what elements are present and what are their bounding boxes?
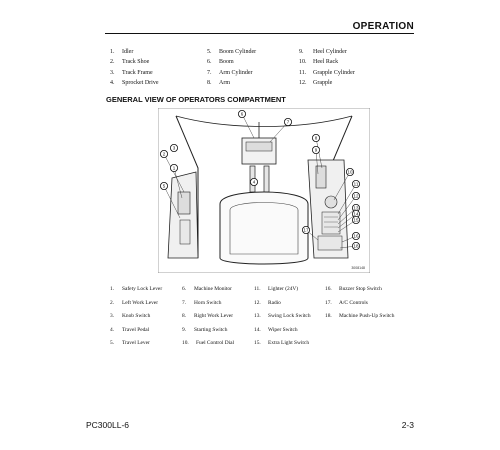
list-item: 9. Heel Cylinder — [299, 49, 347, 55]
svg-text:11: 11 — [353, 181, 359, 187]
section-heading: GENERAL VIEW OF OPERATORS COMPARTMENT — [106, 95, 286, 104]
list-item: 10. Heel Rack — [299, 59, 339, 66]
callout-8 — [312, 134, 319, 141]
figure-code: 3008148 — [351, 266, 365, 270]
list-item: 7. Arm Cylinder — [207, 69, 253, 76]
svg-text:5: 5 — [162, 183, 166, 189]
operators-compartment-diagram — [158, 108, 370, 273]
component-list-column — [110, 47, 159, 89]
svg-text:6: 6 — [240, 111, 244, 117]
left-work-lever-shape — [178, 192, 190, 214]
svg-text:4: 4 — [252, 179, 256, 185]
list-item: 11. Grapple Cylinder — [299, 69, 355, 76]
switch-panel-shape — [322, 212, 340, 234]
svg-text:16: 16 — [353, 233, 359, 239]
callout-11 — [352, 180, 359, 187]
callout-5 — [160, 182, 167, 189]
list-item: 15. Extra Light Switch — [254, 340, 310, 347]
list-item: 10. Fuel Control Dial — [182, 340, 235, 347]
list-item: 14. Wiper Switch — [254, 326, 298, 333]
section-header-title: OPERATION — [352, 21, 414, 32]
ac-controls-shape — [318, 236, 342, 250]
callout-9 — [312, 146, 319, 153]
svg-text:8: 8 — [314, 135, 318, 141]
footer-page-number: 2-3 — [401, 420, 414, 430]
controls-list-column — [325, 283, 394, 324]
component-list-column — [299, 47, 355, 89]
list-item: 5. Boom Cylinder — [207, 49, 257, 55]
list-item: 11. Lighter (24V) — [254, 286, 299, 292]
component-list-column — [207, 47, 256, 89]
svg-text:9: 9 — [314, 147, 318, 153]
callout-3 — [170, 144, 177, 151]
svg-text:3: 3 — [172, 145, 176, 151]
list-item: 3. Track Frame — [110, 69, 153, 76]
list-item: 16. Buzzer Stop Switch — [325, 286, 382, 292]
callout-6 — [238, 110, 245, 117]
list-item: 12. Grapple — [299, 80, 333, 87]
list-item: 8. Right Work Lever — [182, 313, 233, 320]
list-item: 9. Starting Switch — [182, 326, 228, 333]
controls-list-column — [254, 283, 311, 351]
list-item: 12. Radio — [254, 299, 281, 306]
callout-16 — [352, 232, 359, 239]
list-item: 6. Boom — [207, 59, 234, 66]
callout-1 — [170, 164, 177, 171]
callout-17 — [302, 226, 309, 233]
controls-list-column — [110, 283, 162, 351]
list-item: 4. Travel Pedal — [110, 326, 150, 333]
list-item: 13. Swing Lock Switch — [254, 313, 311, 320]
footer-model-number: PC300LL-6 — [86, 420, 130, 430]
header-divider — [105, 33, 414, 34]
callout-7 — [284, 118, 291, 125]
list-item: 8. Arm — [207, 80, 230, 87]
list-item: 18. Machine Push-Up Switch — [325, 313, 395, 320]
list-item: 1. Idler — [110, 49, 134, 55]
callout-18 — [352, 242, 359, 249]
callout-4 — [250, 178, 257, 185]
left-console — [168, 172, 198, 258]
svg-text:14: 14 — [353, 211, 359, 217]
callout-15 — [352, 216, 359, 223]
svg-text:12: 12 — [353, 193, 359, 199]
svg-text:17: 17 — [303, 227, 309, 233]
svg-text:15: 15 — [353, 217, 359, 223]
svg-text:7: 7 — [286, 119, 290, 125]
list-item: 4. Sprocket Drive — [110, 80, 159, 87]
svg-text:13: 13 — [353, 205, 359, 211]
callout-12 — [352, 192, 359, 199]
list-item: 1. Safety Lock Lever — [110, 286, 163, 292]
list-item: 2. Track Shoe — [110, 59, 150, 66]
list-item: 6. Machine Monitor — [182, 286, 232, 292]
list-item: 17. A/C Controls — [325, 299, 368, 306]
controls-list-column — [182, 283, 234, 351]
list-item: 5. Travel Lever — [110, 340, 150, 347]
svg-text:1: 1 — [172, 165, 176, 171]
list-item: 3. Knob Switch — [110, 313, 151, 320]
callout-2 — [160, 150, 167, 157]
svg-text:2: 2 — [162, 151, 166, 157]
svg-text:10: 10 — [347, 169, 353, 175]
travel-lever-right — [264, 166, 269, 192]
svg-text:18: 18 — [353, 243, 359, 249]
list-item: 2. Left Work Lever — [110, 299, 158, 306]
callout-10 — [346, 168, 353, 175]
list-item: 7. Horn Switch — [182, 299, 222, 306]
